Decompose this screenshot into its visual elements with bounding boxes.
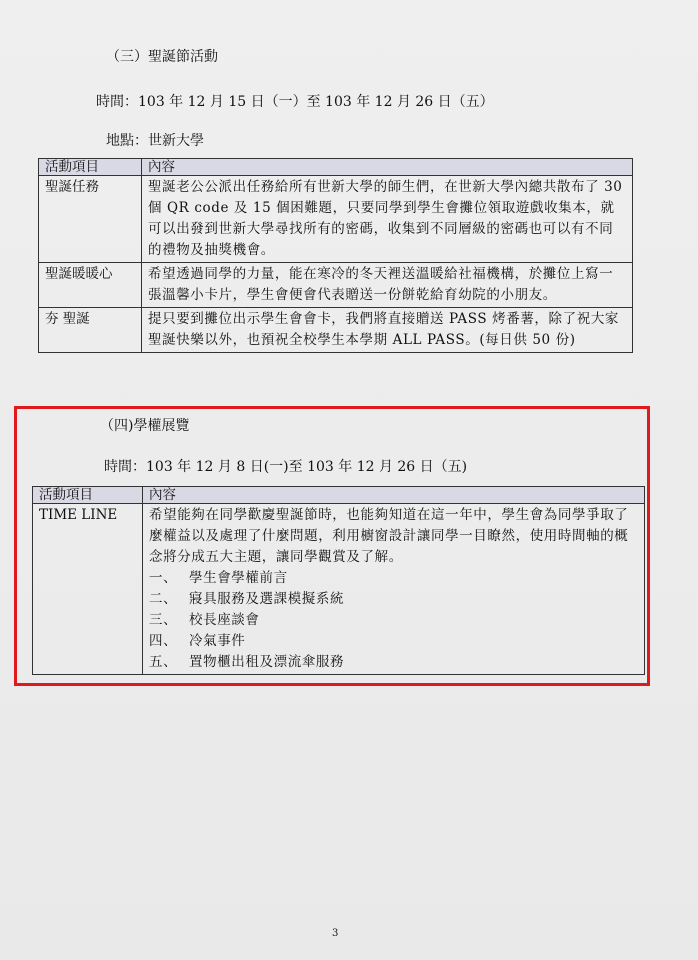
- row-item: 聖誕任務: [39, 176, 142, 263]
- table-header-row: [39, 159, 633, 176]
- list-item: 四、 冷氣事件: [149, 633, 246, 649]
- table-row: [33, 504, 645, 675]
- row-content: 提只要到攤位出示學生會會卡，我們將直接贈送 PASS 烤番薯，除了祝大家聖誕快樂以外，也預祝全校學生本學期 ALL PASS。(每日供 50 份): [142, 308, 633, 353]
- section4-time: 時間：103 年 12 月 8 日(一)至 103 年 12 月 26 日（五): [104, 459, 468, 475]
- header-item: 活動項目: [39, 159, 142, 176]
- row-item: TIME LINE: [33, 504, 143, 675]
- row-content-text: 希望能夠在同學歡慶聖誕節時，也能夠知道在這一年中，學生會為同學爭取了麼權益以及處理了什麼問題，利用櫥窗設計讓同學一目瞭然，使用時間軸的概念將分成五大主題，讓同學觀賞及了解。: [149, 507, 629, 565]
- section3-table: [38, 158, 633, 353]
- table-row: [39, 176, 633, 263]
- row-item: 夯 聖誕: [39, 308, 142, 353]
- header-content: 內容: [143, 487, 645, 504]
- table-row: [39, 308, 633, 353]
- row-content: 希望透過同學的力量，能在寒冷的冬天裡送溫暖給社福機構，於攤位上寫一張溫馨小卡片，學生會便會代表贈送一份餅乾給育幼院的小朋友。: [142, 263, 633, 308]
- list-item: 二、 寢具服務及選課模擬系統: [149, 591, 345, 607]
- row-content: 聖誕老公公派出任務給所有世新大學的師生們，在世新大學內總共散布了 30 個 QR code 及 15 個困難題，只要同學到學生會攤位領取遊戲收集本，就可以出發到世新大學尋找所有的密碼，收集到不同層級的密碼也可以有不同的禮物及抽獎機會。: [142, 176, 633, 263]
- header-content: 內容: [142, 159, 633, 176]
- section3-place: 地點：世新大學: [106, 133, 204, 149]
- list-item: 三、 校長座談會: [149, 612, 260, 628]
- header-item: 活動項目: [33, 487, 143, 504]
- row-content: [143, 504, 645, 675]
- section3-heading: （三）聖誕節活動: [106, 49, 218, 65]
- section4-table: [32, 486, 645, 675]
- table-header-row: [33, 487, 645, 504]
- table-row: [39, 263, 633, 308]
- page-number: 3: [332, 928, 339, 939]
- list-item: 一、 學生會學權前言: [149, 570, 288, 586]
- section3-time: 時間：103 年 12 月 15 日（一）至 103 年 12 月 26 日（五）: [96, 94, 494, 110]
- row-item: 聖誕暖暖心: [39, 263, 142, 308]
- list-item: 五、 置物櫃出租及漂流傘服務: [149, 654, 345, 670]
- section4-heading: （四)學權展覽: [100, 418, 190, 434]
